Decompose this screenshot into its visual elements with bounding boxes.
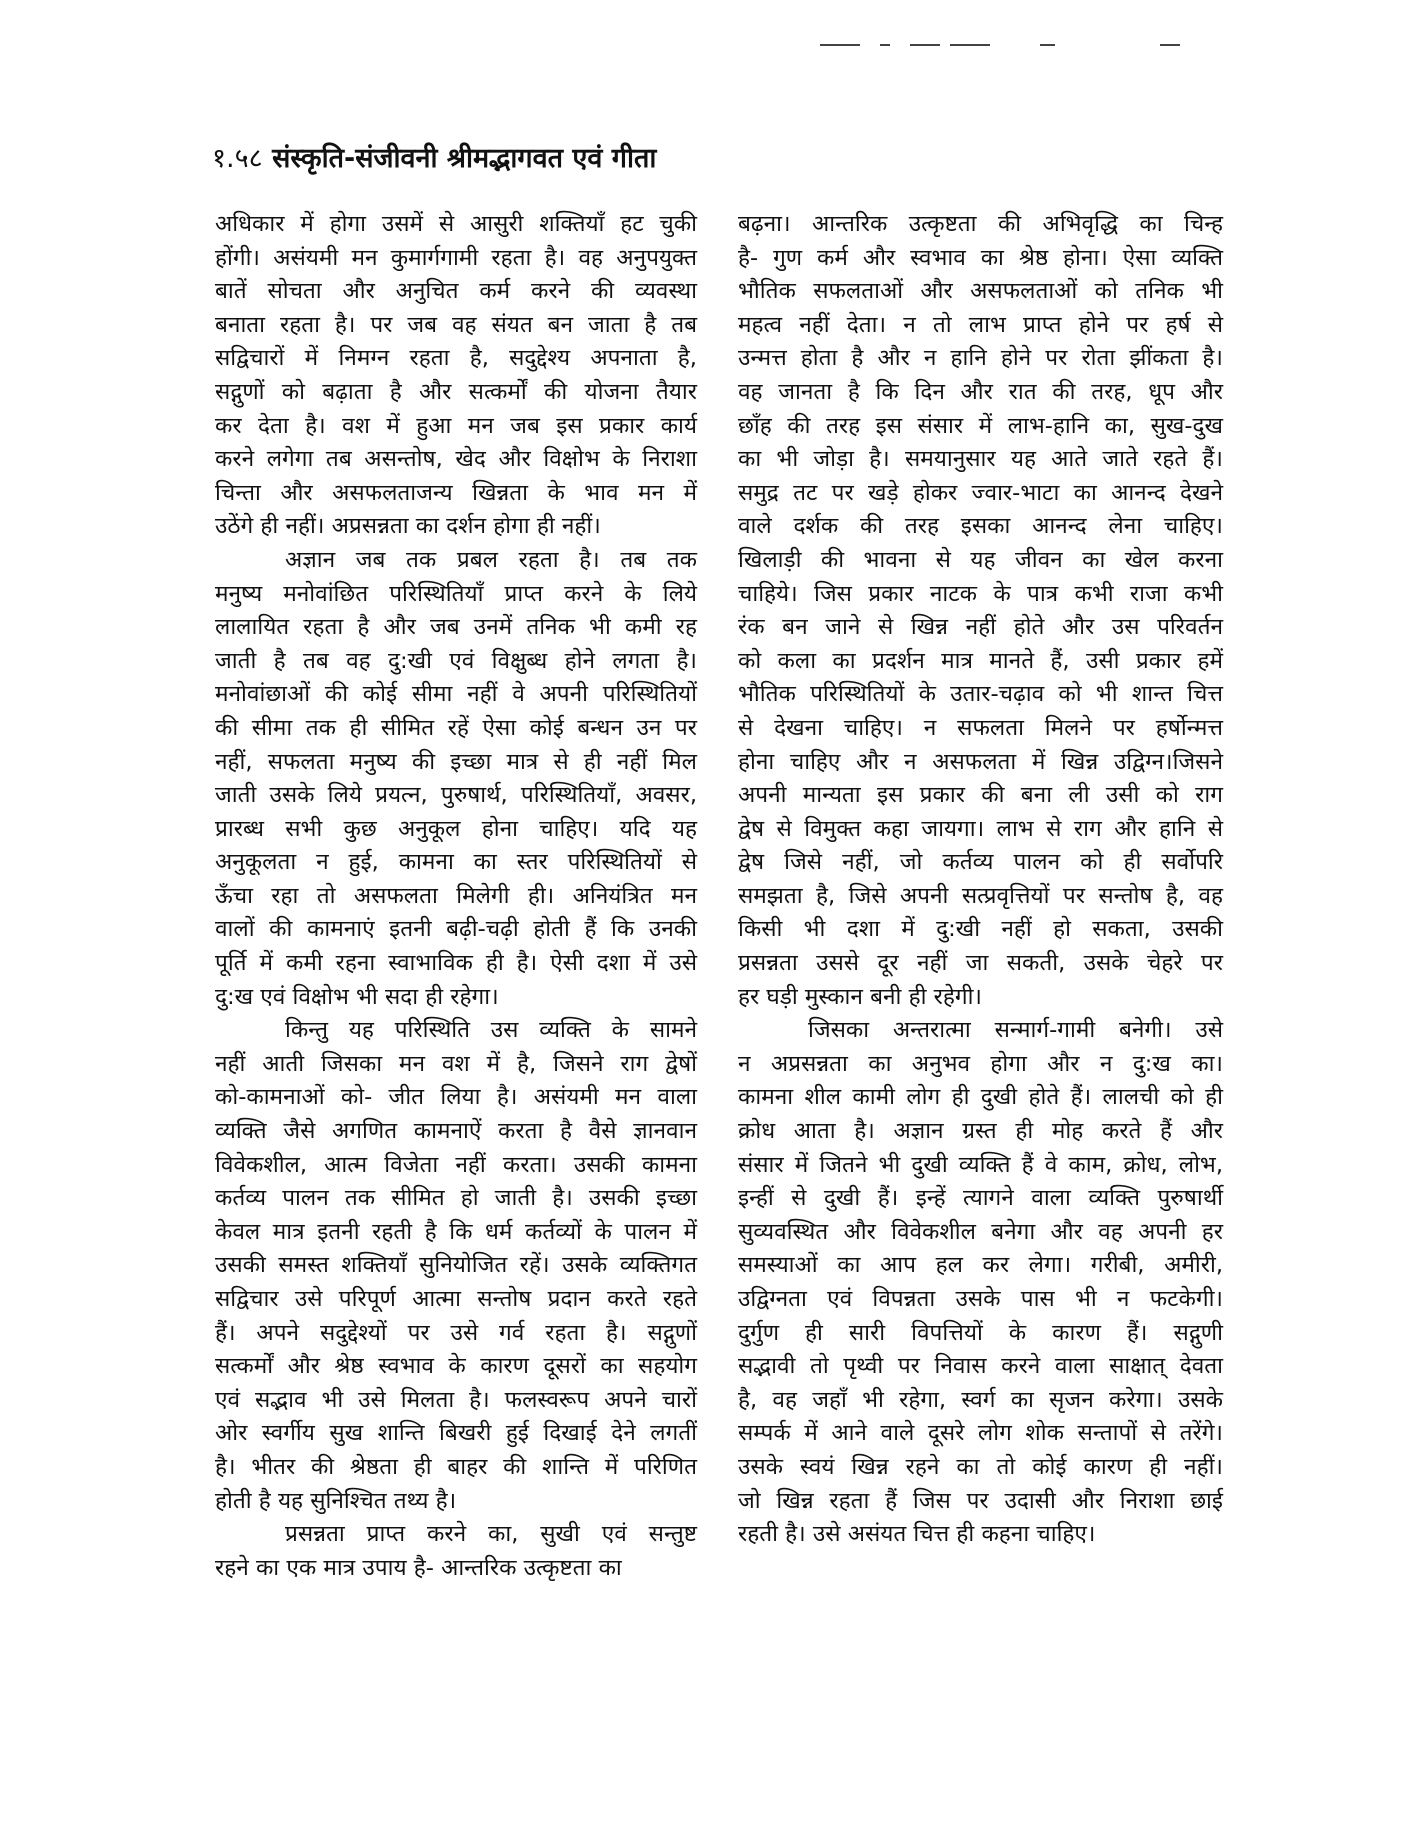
text-line: अपनी मान्यता इस प्रकार की बना ली उसी को राग [738, 782, 1223, 809]
text-line: बनाता रहता है। पर जब वह संयत बन जाता है तब [215, 311, 697, 338]
text-line: वालों की कामनाएं इतनी बढ़ी-चढ़ी होती हैं कि उनकी [215, 916, 697, 943]
text-line: समुद्र तट पर खड़े होकर ज्वार-भाटा का आनन्द देखने [738, 479, 1223, 506]
text-line: समझता है, जिसे अपनी सत्प्रवृत्तियों पर सन्तोष है, वह [738, 882, 1223, 909]
text-line: सम्पर्क में आने वाले दूसरे लोग शोक सन्तापों से तरेंगे। [738, 1420, 1223, 1447]
text-line: होना चाहिए और न असफलता में खिन्न उद्विग्न।जिसने [738, 748, 1223, 775]
text-line: खिलाड़ी की भावना से यह जीवन का खेल करना [738, 546, 1223, 573]
text-line: हैं। अपने सदुद्देश्यों पर उसे गर्व रहता है। सद्गुणों [215, 1319, 697, 1346]
text-line: प्रसन्नता उससे दूर नहीं जा सकती, उसके चेहरे पर [738, 950, 1223, 977]
text-line: को-कामनाओं को- जीत लिया है। असंयमी मन वाला [215, 1084, 697, 1111]
text-line: लालायित रहता है और जब उनमें तनिक भी कमी रह [215, 614, 697, 641]
text-line: कामना शील कामी लोग ही दुखी होते हैं। लालची को ही [738, 1084, 1223, 1111]
text-line: की सीमा तक ही सीमित रहें ऐसा कोई बन्धन उन पर [215, 714, 697, 741]
text-line: क्रोध आता है। अज्ञान ग्रस्त ही मोह करते हैं और [738, 1118, 1223, 1145]
text-line: महत्व नहीं देता। न तो लाभ प्राप्त होने पर हर्ष से [738, 311, 1223, 338]
text-line: विवेकशील, आत्म विजेता नहीं करता। उसकी कामना [215, 1151, 697, 1178]
text-line: बातें सोचता और अनुचित कर्म करने की व्यवस्था [215, 278, 697, 305]
text-line: है, वह जहाँ भी रहेगा, स्वर्ग का सृजन करेगा। उसके [738, 1386, 1223, 1413]
scan-artifact-marks [820, 44, 1220, 48]
text-line: पूर्ति में कमी रहना स्वाभाविक ही है। ऐसी दशा में उसे [215, 950, 697, 977]
text-line: किन्तु यह परिस्थिति उस व्यक्ति के सामने [285, 1017, 697, 1044]
text-line: होती है यह सुनिश्चित तथ्य है। [215, 1487, 457, 1514]
right-column [738, 208, 1223, 1552]
text-line: वाले दर्शक की तरह इसका आनन्द लेना चाहिए। [738, 513, 1223, 540]
text-line: सुव्यवस्थित और विवेकशील बनेगा और वह अपनी हर [738, 1218, 1223, 1245]
text-line: दुर्गुण ही सारी विपत्तियों के कारण हैं। सद्गुणी [738, 1319, 1223, 1346]
text-line: अनुकूलता न हुई, कामना का स्तर परिस्थितियों से [215, 849, 697, 876]
text-line: ओर स्वर्गीय सुख शान्ति बिखरी हुई दिखाई देने लगतीं [215, 1420, 697, 1447]
text-line: उसकी समस्त शक्तियाँ सुनियोजित रहें। उसके व्यक्तिगत [215, 1252, 697, 1279]
text-line: वह जानता है कि दिन और रात की तरह, धूप और [738, 378, 1223, 405]
text-line: छाँह की तरह इस संसार में लाभ-हानि का, सुख-दुख [738, 412, 1223, 439]
text-line: भौतिक परिस्थितियों के उतार-चढ़ाव को भी शान्त चित्त [738, 681, 1223, 708]
text-line: बढ़ना। आन्तरिक उत्कृष्टता की अभिवृद्धि का चिन्ह [738, 211, 1223, 237]
book-title: संस्कृति-संजीवनी श्रीमद्भागवत एवं गीता [272, 143, 657, 174]
text-line: संसार में जितने भी दुखी व्यक्ति हैं वे काम, क्रोध, लोभ, [738, 1151, 1223, 1178]
text-line: का भी जोड़ा है। समयानुसार यह आते जाते रहते हैं। [738, 446, 1223, 473]
text-line: मनोवांछाओं की कोई सीमा नहीं वे अपनी परिस्थितियों [215, 681, 697, 708]
text-line: प्रसन्नता प्राप्त करने का, सुखी एवं सन्तुष्ट [285, 1521, 697, 1548]
text-line: सद्भावी तो पृथ्वी पर निवास करने वाला साक्षात् देवता [738, 1353, 1223, 1380]
text-line: है- गुण कर्म और स्वभाव का श्रेष्ठ होना। ऐसा व्यक्ति [738, 244, 1223, 271]
text-line: सद्गुणों को बढ़ाता है और सत्कर्मों की योजना तैयार [215, 378, 697, 405]
text-line: जाती उसके लिये प्रयत्न, पुरुषार्थ, परिस्थितियाँ, अवसर, [215, 782, 697, 809]
text-line: इन्हीं से दुखी हैं। इन्हें त्यागने वाला व्यक्ति पुरुषार्थी [738, 1185, 1223, 1212]
text-line: केवल मात्र इतनी रहती है कि धर्म कर्तव्यों के पालन में [215, 1218, 697, 1245]
page-number: १.५८ [212, 143, 263, 174]
text-line: रहने का एक मात्र उपाय है- आन्तरिक उत्कृष्टता का [215, 1554, 622, 1581]
text-line: अज्ञान जब तक प्रबल रहता है। तब तक [285, 546, 697, 573]
text-line: दु:ख एवं विक्षोभ भी सदा ही रहेगा। [215, 983, 499, 1010]
text-line: चाहिये। जिस प्रकार नाटक के पात्र कभी राजा कभी [738, 580, 1223, 607]
text-line: रंक बन जाने से खिन्न नहीं होते और उस परिवर्तन [738, 614, 1223, 641]
text-line: सद्विचारों में निमग्न रहता है, सदुद्देश्य अपनाता है, [215, 345, 697, 372]
text-line: सत्कर्मों और श्रेष्ठ स्वभाव के कारण दूसरों का सहयोग [215, 1353, 697, 1380]
text-line: है। भीतर की श्रेष्ठता ही बाहर की शान्ति में परिणित [215, 1453, 697, 1480]
text-line: होंगी। असंयमी मन कुमार्गगामी रहता है। वह अनुपयुक्त [215, 244, 697, 271]
text-line: कर्तव्य पालन तक सीमित हो जाती है। उसकी इच्छा [215, 1185, 697, 1212]
page-header [212, 138, 656, 175]
text-line: नहीं आती जिसका मन वश में है, जिसने राग द्वेषों [215, 1050, 697, 1077]
text-line: जिसका अन्तरात्मा सन्मार्ग-गामी बनेगी। उसे [808, 1017, 1223, 1044]
text-line: द्वेष जिसे नहीं, जो कर्तव्य पालन को ही सर्वोपरि [738, 849, 1223, 876]
text-line: कर देता है। वश में हुआ मन जब इस प्रकार कार्य [215, 412, 697, 439]
text-line: व्यक्ति जैसे अगणित कामनाऐं करता है वैसे ज्ञानवान [215, 1118, 697, 1145]
text-line: करने लगेगा तब असन्तोष, खेद और विक्षोभ के निराशा [215, 446, 697, 473]
text-line: जाती है तब वह दु:खी एवं विक्षुब्ध होने लगता है। [215, 647, 697, 674]
text-line: प्रारब्ध सभी कुछ अनुकूल होना चाहिए। यदि यह [215, 815, 697, 842]
text-line: सद्विचार उसे परिपूर्ण आत्मा सन्तोष प्रदान करते रहते [215, 1286, 697, 1312]
text-line: उसके स्वयं खिन्न रहने का तो कोई कारण ही नहीं। [738, 1453, 1223, 1480]
text-line: किसी भी दशा में दु:खी नहीं हो सकता, उसकी [738, 916, 1223, 943]
text-line: मनुष्य मनोवांछित परिस्थितियाँ प्राप्त करने के लिये [215, 580, 697, 607]
text-line: से देखना चाहिए। न सफलता मिलने पर हर्षोन्मत्त [738, 714, 1223, 741]
text-line: उद्विग्नता एवं विपन्नता उसके पास भी न फटकेगी। [738, 1286, 1223, 1312]
text-line: उन्मत्त होता है और न हानि होने पर रोता झींकता है। [738, 345, 1223, 372]
text-line: जो खिन्न रहता हैं जिस पर उदासी और निराशा छाई [738, 1487, 1223, 1514]
text-line: ऊँचा रहा तो असफलता मिलेगी ही। अनियंत्रित मन [215, 882, 697, 909]
text-line: अधिकार में होगा उसमें से आसुरी शक्तियाँ हट चुकी [215, 211, 697, 237]
text-line: उठेंगे ही नहीं। अप्रसन्नता का दर्शन होगा ही नहीं। [215, 513, 601, 540]
text-line: एवं सद्भाव भी उसे मिलता है। फलस्वरूप अपने चारों [215, 1386, 697, 1413]
left-column [215, 208, 697, 1585]
text-line: समस्याओं का आप हल कर लेगा। गरीबी, अमीरी, [738, 1252, 1223, 1279]
text-line: नहीं, सफलता मनुष्य की इच्छा मात्र से ही नहीं मिल [215, 748, 697, 775]
text-line: चिन्ता और असफलताजन्य खिन्नता के भाव मन में [215, 479, 697, 506]
text-line: हर घड़ी मुस्कान बनी ही रहेगी। [738, 983, 982, 1010]
text-line: को कला का प्रदर्शन मात्र मानते हैं, उसी प्रकार हमें [738, 647, 1223, 674]
text-line: भौतिक सफलताओं और असफलताओं को तनिक भी [738, 278, 1223, 305]
text-line: द्वेष से विमुक्त कहा जायगा। लाभ से राग और हानि से [738, 815, 1223, 842]
text-line: न अप्रसन्नता का अनुभव होगा और न दु:ख का। [738, 1050, 1223, 1077]
text-line: रहती है। उसे असंयत चित्त ही कहना चाहिए। [738, 1521, 1096, 1548]
